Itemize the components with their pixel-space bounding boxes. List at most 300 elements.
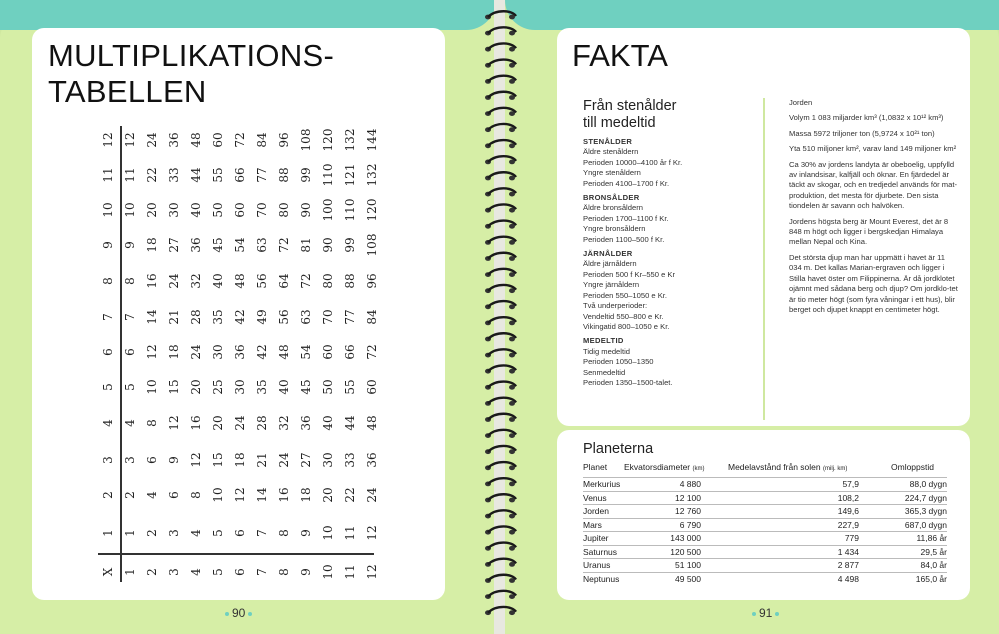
history-line: Perioden 1350–1500-talet. <box>583 377 673 387</box>
spiral-ring <box>485 510 516 518</box>
spiral-ring <box>485 543 516 551</box>
table-cell: 10 <box>211 487 225 503</box>
table-cell: 14 <box>145 309 159 325</box>
table-row-label: 11 <box>343 564 357 580</box>
spiral-ring <box>485 478 516 486</box>
table-cell: 22 <box>343 487 357 503</box>
table-cell: 110 <box>321 163 335 187</box>
history-line: Perioden 1050–1350 <box>583 357 654 367</box>
earth-fact-paragraph: Det största djup man har uppmätt i havet är 11 034 m. Det kallas Marian-ergraven och ligger i Stilla havet öster om Filippinerna. Är då jordklotet ojämnt med sådana berg och djup? Om jordklo-tet är tio meter högt (som fyra våningar i ett hus), blir berget och djupet knappt en centimeter högt. <box>789 252 958 314</box>
table-cell: 7 <box>123 313 137 321</box>
planet-orbit: 687,0 dygn <box>904 519 947 530</box>
table-cell: 35 <box>255 379 269 395</box>
page-dot-icon <box>752 612 756 616</box>
table-cell: 15 <box>211 452 225 468</box>
table-cell: 36 <box>365 452 379 468</box>
table-cell: 2 <box>145 529 159 537</box>
spiral-ring <box>485 317 516 325</box>
history-line: Perioden 4100–1700 f Kr. <box>583 178 670 188</box>
table-cell: 50 <box>211 202 225 218</box>
table-cell: 10 <box>123 202 137 218</box>
earth-fact-paragraph: Yta 510 miljoner km², varav land 149 miljoner km² <box>789 144 957 154</box>
planets-title: Planeterna <box>583 441 654 457</box>
table-cell: 121 <box>343 163 357 187</box>
table-cell: 56 <box>255 273 269 289</box>
planet-col-header: Planet <box>583 462 608 472</box>
table-cell: 3 <box>123 456 137 464</box>
left-page-top-band <box>0 0 496 30</box>
table-cell: 80 <box>277 202 291 218</box>
table-cell: 8 <box>123 277 137 285</box>
table-cell: 24 <box>189 344 203 360</box>
spiral-ring <box>485 172 516 180</box>
table-cell: 56 <box>277 309 291 325</box>
planet-distance: 4 498 <box>837 573 859 584</box>
table-row-label: 8 <box>277 568 291 576</box>
table-cell: 108 <box>365 233 379 257</box>
history-line: Vikingatid 800–1050 e Kr. <box>583 321 670 331</box>
table-cell: 88 <box>277 167 291 183</box>
planet-orbit: 224,7 dygn <box>904 492 947 503</box>
history-line: Äldre stenåldern <box>583 147 639 157</box>
table-row-label: 2 <box>145 568 159 576</box>
planet-name: Venus <box>583 492 607 503</box>
page-number-left <box>222 606 255 620</box>
table-cell: 30 <box>211 344 225 360</box>
column-divider <box>763 98 765 420</box>
title-line-2: TABELLEN <box>48 74 207 109</box>
table-cell: 3 <box>167 529 181 537</box>
history-section-heading: STENÅLDER <box>583 137 633 146</box>
table-row-label: 10 <box>321 564 335 580</box>
planet-row <box>583 532 947 545</box>
table-cell: 27 <box>167 237 181 253</box>
table-cell: 12 <box>233 487 247 503</box>
table-cell: 18 <box>145 237 159 253</box>
spiral-ring <box>485 301 516 309</box>
planet-row <box>583 519 947 532</box>
history-line: Perioden 500 f Kr–550 e Kr <box>583 269 676 279</box>
earth-fact-paragraph: Ca 30% av jordens landyta är obeboelig, uppfylld av inlandsisar, kalfjäll och öknar. En fjärdedel är täckt av skogar, och en tredjedel används för mat-produktion, det mesta för djurbete. Den sista tiondelen är savann och halvöken. <box>789 159 957 211</box>
table-cell: 8 <box>145 419 159 427</box>
spiral-ring <box>485 140 516 148</box>
planet-diameter: 143 000 <box>670 533 701 543</box>
planet-distance: 57,9 <box>842 479 859 489</box>
history-line: Äldre bronsåldern <box>583 203 643 213</box>
table-cell: 48 <box>189 132 203 148</box>
table-cell: 49 <box>255 309 269 325</box>
table-cell: 9 <box>123 241 137 249</box>
planet-row <box>583 573 947 586</box>
table-cell: 90 <box>299 202 313 218</box>
planet-distance: 1 434 <box>837 546 859 557</box>
spiral-binding-icon <box>478 8 522 624</box>
table-cell: 18 <box>167 344 181 360</box>
table-cell: 16 <box>277 487 291 503</box>
planet-orbit: 84,0 år <box>920 560 947 570</box>
planet-row <box>583 492 947 505</box>
table-cell: 60 <box>365 379 379 395</box>
table-cell: 30 <box>321 452 335 468</box>
table-cell: 80 <box>321 273 335 289</box>
table-cell: 30 <box>233 379 247 395</box>
planet-diameter: 12 760 <box>675 506 701 516</box>
table-cell: 18 <box>233 452 247 468</box>
table-cell: 99 <box>343 237 357 253</box>
planet-orbit: 365,3 dygn <box>904 506 947 516</box>
table-header-cell: 7 <box>101 313 115 321</box>
spiral-ring <box>485 559 516 567</box>
table-cell: 24 <box>233 415 247 431</box>
table-header-cell: 3 <box>101 456 115 464</box>
table-row-label: 5 <box>211 568 225 576</box>
table-row-label: 4 <box>189 568 203 576</box>
table-header-cell: 9 <box>101 241 115 249</box>
table-cell: 36 <box>189 237 203 253</box>
table-cell: 60 <box>233 202 247 218</box>
table-cell: 25 <box>211 379 225 395</box>
earth-facts-column <box>789 98 959 320</box>
table-cell: 70 <box>255 202 269 218</box>
table-cell: 44 <box>189 167 203 183</box>
planet-name: Saturnus <box>583 546 618 557</box>
table-cell: 63 <box>299 309 313 325</box>
table-cell: 132 <box>365 163 379 187</box>
planet-name: Neptunus <box>583 573 620 584</box>
table-cell: 33 <box>167 167 181 183</box>
planet-diameter: 12 100 <box>675 492 701 503</box>
planet-diameter: 51 100 <box>675 560 701 570</box>
table-cell: 45 <box>211 237 225 253</box>
table-cell: 1 <box>123 529 137 537</box>
table-cell: 40 <box>277 379 291 395</box>
table-cell: 24 <box>167 273 181 289</box>
history-section-heading: BRONSÅLDER <box>583 193 640 203</box>
table-row-label: 1 <box>123 568 137 576</box>
spiral-ring <box>485 237 516 245</box>
table-cell: 8 <box>277 529 291 537</box>
spiral-ring <box>485 269 516 277</box>
history-column <box>583 137 753 388</box>
spiral-ring <box>485 253 516 261</box>
table-header-cell: 1 <box>101 529 115 537</box>
table-cell: 77 <box>255 167 269 183</box>
table-cell: 32 <box>277 415 291 431</box>
planet-orbit: 29,5 år <box>920 546 947 557</box>
table-cell: 6 <box>145 456 159 464</box>
table-cell: 12 <box>365 525 379 541</box>
table-cell: 28 <box>255 415 269 431</box>
planet-name: Jorden <box>583 506 609 516</box>
table-corner-label: X <box>101 567 115 577</box>
table-cell: 6 <box>233 529 247 537</box>
spiral-ring <box>485 446 516 454</box>
planet-row <box>583 478 947 491</box>
table-cell: 48 <box>365 415 379 431</box>
table-cell: 6 <box>123 348 137 356</box>
table-cell: 8 <box>189 491 203 499</box>
spiral-ring <box>485 43 516 51</box>
table-cell: 42 <box>233 309 247 325</box>
planet-name: Uranus <box>583 560 611 570</box>
history-line: Tidig medeltid <box>583 346 630 356</box>
page-dot-icon <box>225 612 229 616</box>
spiral-ring <box>485 156 516 164</box>
diameter-col-label: Ekvatorsdiameter <box>624 462 691 472</box>
spiral-ring <box>485 349 516 357</box>
spiral-ring <box>485 430 516 438</box>
spiral-ring <box>485 575 516 583</box>
table-cell: 144 <box>365 128 379 152</box>
table-cell: 88 <box>343 273 357 289</box>
table-cell: 6 <box>167 491 181 499</box>
table-cell: 5 <box>123 383 137 391</box>
table-cell: 81 <box>299 237 313 253</box>
table-cell: 108 <box>299 128 313 152</box>
table-header-cell: 5 <box>101 383 115 391</box>
planet-diameter: 49 500 <box>675 573 701 584</box>
table-cell: 7 <box>255 529 269 537</box>
table-cell: 55 <box>343 379 357 395</box>
table-header-cell: 4 <box>101 419 115 427</box>
table-header-cell: 11 <box>101 167 115 183</box>
table-cell: 10 <box>145 379 159 395</box>
table-cell: 84 <box>365 309 379 325</box>
table-cell: 120 <box>321 128 335 152</box>
table-cell: 14 <box>255 487 269 503</box>
spiral-ring <box>485 60 516 68</box>
table-cell: 21 <box>167 309 181 325</box>
history-line: Yngre järnåldern <box>583 280 640 290</box>
table-row-label: 12 <box>365 564 379 580</box>
table-cell: 72 <box>233 132 247 148</box>
table-cell: 48 <box>277 344 291 360</box>
planet-orbit: 165,0 år <box>915 573 947 584</box>
table-cell: 60 <box>321 344 335 360</box>
spiral-ring <box>485 76 516 84</box>
table-cell: 20 <box>189 379 203 395</box>
table-cell: 36 <box>233 344 247 360</box>
table-cell: 110 <box>343 198 357 222</box>
history-line: Yngre bronsåldern <box>583 224 646 234</box>
spiral-ring <box>485 494 516 502</box>
table-row-label: 7 <box>255 568 269 576</box>
earth-fact-paragraph: Massa 5972 triljoner ton (5,9724 x 10²¹ ton) <box>789 128 935 138</box>
table-cell: 28 <box>189 309 203 325</box>
planet-name: Jupiter <box>583 533 609 543</box>
distance-col-label: Medelavstånd från solen <box>728 462 821 472</box>
table-cell: 55 <box>211 167 225 183</box>
page-number-text: 91 <box>759 606 773 620</box>
orbit-col-header: Omloppstid <box>891 462 934 472</box>
spiral-ring <box>485 204 516 212</box>
history-title <box>583 98 677 132</box>
history-line: Perioden 1100–500 f Kr. <box>583 234 665 244</box>
spiral-ring <box>485 333 516 341</box>
table-cell: 72 <box>299 273 313 289</box>
table-header-cell: 12 <box>101 132 115 148</box>
spiral-ring <box>485 27 516 35</box>
diameter-col-header <box>624 462 705 472</box>
table-cell: 36 <box>167 132 181 148</box>
history-line: Vendeltid 550–800 e Kr. <box>583 311 664 321</box>
table-cell: 9 <box>299 529 313 537</box>
history-line: Perioden 10000–4100 år f Kr. <box>583 157 683 167</box>
table-cell: 9 <box>167 456 181 464</box>
table-cell: 132 <box>343 128 357 152</box>
spiral-ring <box>485 188 516 196</box>
planet-row <box>583 505 947 518</box>
spiral-ring <box>485 607 516 615</box>
table-cell: 16 <box>189 415 203 431</box>
history-line: Yngre stenåldern <box>583 168 641 178</box>
table-cell: 77 <box>343 309 357 325</box>
table-cell: 99 <box>299 167 313 183</box>
table-cell: 72 <box>277 237 291 253</box>
table-cell: 32 <box>189 273 203 289</box>
table-cell: 63 <box>255 237 269 253</box>
page-number-text: 90 <box>232 606 246 620</box>
table-cell: 45 <box>299 379 313 395</box>
planet-distance: 108,2 <box>837 492 859 503</box>
table-header-cell: 8 <box>101 277 115 285</box>
planet-name: Merkurius <box>583 479 621 489</box>
table-header-cell: 2 <box>101 491 115 499</box>
table-cell: 100 <box>321 198 335 222</box>
table-cell: 4 <box>189 529 203 537</box>
planet-diameter: 6 790 <box>679 519 701 530</box>
planet-diameter: 4 880 <box>679 479 701 489</box>
table-cell: 27 <box>299 452 313 468</box>
table-cell: 4 <box>145 491 159 499</box>
table-cell: 30 <box>167 202 181 218</box>
spiral-ring <box>485 285 516 293</box>
table-cell: 20 <box>321 487 335 503</box>
table-cell: 22 <box>145 167 159 183</box>
table-vertical-rule <box>120 126 122 582</box>
history-line: Två underperioder: <box>583 301 648 311</box>
table-cell: 12 <box>145 344 159 360</box>
table-cell: 15 <box>167 379 181 395</box>
table-cell: 10 <box>321 525 335 541</box>
table-cell: 33 <box>343 452 357 468</box>
title-line-1: MULTIPLIKATIONS- <box>48 38 335 73</box>
history-line: Perioden 550–1050 e Kr. <box>583 290 668 300</box>
table-row-label: 3 <box>167 568 181 576</box>
table-cell: 35 <box>211 309 225 325</box>
planet-distance: 149,6 <box>837 506 859 516</box>
history-line: Senmedeltid <box>583 367 626 377</box>
planet-orbit: 88,0 dygn <box>909 479 947 489</box>
spiral-ring <box>485 124 516 132</box>
table-cell: 90 <box>321 237 335 253</box>
table-cell: 24 <box>277 452 291 468</box>
table-row-label: 9 <box>299 568 313 576</box>
spiral-ring <box>485 398 516 406</box>
page-dot-icon <box>248 612 252 616</box>
table-header-cell: 10 <box>101 202 115 218</box>
table-cell: 54 <box>233 237 247 253</box>
spiral-ring <box>485 414 516 422</box>
spiral-ring <box>485 462 516 470</box>
table-cell: 20 <box>145 202 159 218</box>
spiral-ring <box>485 526 516 534</box>
distance-col-header <box>728 462 847 472</box>
spiral-ring <box>485 92 516 100</box>
table-cell: 12 <box>189 452 203 468</box>
spiral-ring <box>485 221 516 229</box>
table-cell: 24 <box>145 132 159 148</box>
table-cell: 24 <box>365 487 379 503</box>
table-cell: 42 <box>255 344 269 360</box>
table-cell: 96 <box>277 132 291 148</box>
table-cell: 2 <box>123 491 137 499</box>
earth-heading: Jorden <box>789 98 813 107</box>
history-title-line-1: Från stenålder <box>583 98 677 114</box>
planet-name: Mars <box>583 519 602 530</box>
spiral-ring <box>485 108 516 116</box>
history-section-heading: MEDELTID <box>583 336 624 346</box>
earth-fact-paragraph: Volym 1 083 miljarder km³ (1,0832 x 10¹² km³) <box>789 113 944 123</box>
table-cell: 72 <box>365 344 379 360</box>
table-header-cell: 6 <box>101 348 115 356</box>
table-cell: 4 <box>123 419 137 427</box>
table-cell: 60 <box>211 132 225 148</box>
spiral-ring <box>485 11 516 19</box>
table-cell: 50 <box>321 379 335 395</box>
distance-col-unit: (milj. km) <box>823 466 848 472</box>
planet-orbit: 11,86 år <box>916 533 947 543</box>
table-cell: 20 <box>211 415 225 431</box>
table-cell: 44 <box>343 415 357 431</box>
spiral-ring <box>485 382 516 390</box>
earth-fact-paragraph: Jordens högsta berg är Mount Everest, det är 8 848 m högt och ligger i bergskedjan Himalaya mellan Nepal och Kina. <box>789 216 949 247</box>
facts-title: FAKTA <box>572 38 668 73</box>
table-cell: 11 <box>343 525 357 541</box>
spiral-ring <box>485 591 516 599</box>
table-cell: 64 <box>277 273 291 289</box>
planet-row <box>583 559 947 572</box>
multiplication-title <box>48 38 334 110</box>
right-page-top-band <box>505 0 999 30</box>
page-dot-icon <box>775 612 779 616</box>
table-cell: 40 <box>321 415 335 431</box>
table-cell: 16 <box>145 273 159 289</box>
history-title-line-2: till medeltid <box>583 115 656 131</box>
table-cell: 12 <box>123 132 137 148</box>
planet-diameter: 120 500 <box>670 546 701 557</box>
table-row-label: 6 <box>233 568 247 576</box>
table-cell: 66 <box>233 167 247 183</box>
diameter-col-unit: (km) <box>692 466 705 472</box>
planet-distance: 779 <box>844 533 859 543</box>
table-cell: 11 <box>123 167 137 183</box>
table-cell: 70 <box>321 309 335 325</box>
history-section-heading: JÄRNÅLDER <box>583 249 633 259</box>
spiral-ring <box>485 365 516 373</box>
planet-distance: 2 877 <box>837 560 859 570</box>
planet-row <box>583 546 947 559</box>
history-line: Perioden 1700–1100 f Kr. <box>583 213 669 223</box>
table-cell: 84 <box>255 132 269 148</box>
table-cell: 21 <box>255 452 269 468</box>
table-cell: 54 <box>299 344 313 360</box>
planet-distance: 227,9 <box>837 519 859 530</box>
table-cell: 12 <box>167 415 181 431</box>
table-horizontal-rule <box>98 553 374 555</box>
table-cell: 36 <box>299 415 313 431</box>
page-number-right <box>749 606 782 620</box>
